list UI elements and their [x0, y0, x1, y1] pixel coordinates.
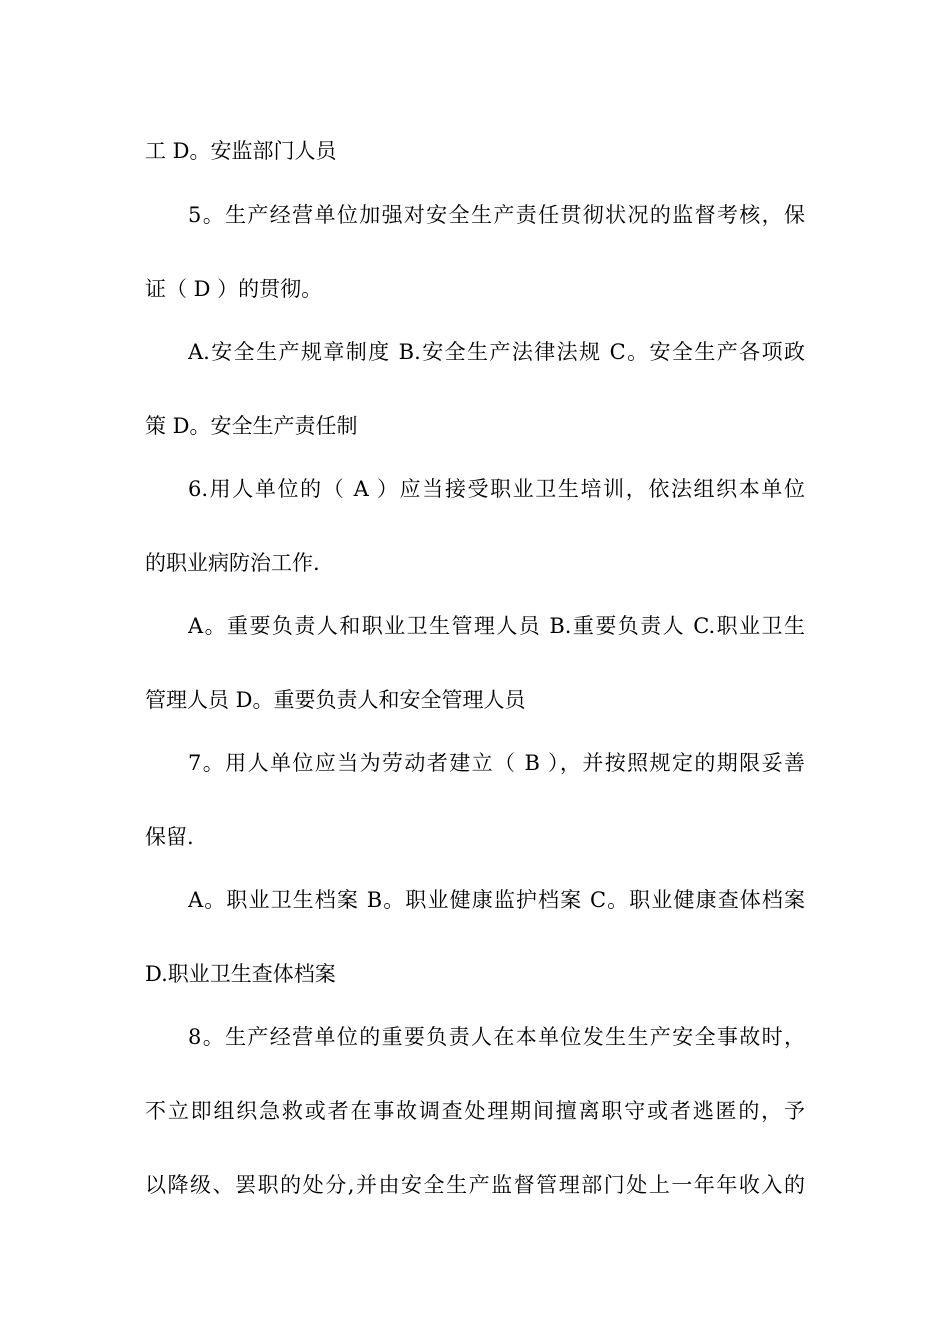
question-8-stem-line-2: 不立即组织急救或者在事故调查处理期间擅离职守或者逃匿的，予: [145, 1099, 805, 1123]
question-6-stem-line-1: 6.用人单位的（ A ）应当接受职业卫生培训，依法组织本单位: [188, 477, 805, 501]
question-5-options-line-2: 策 D。安全生产责任制: [145, 414, 358, 438]
question-7-stem-line-1: 7。用人单位应当为劳动者建立（ B ），并按照规定的期限妥善: [188, 751, 805, 775]
question-5-stem-line-1: 5。生产经营单位加强对安全生产责任贯彻状况的监督考核，保: [188, 203, 805, 227]
question-6-stem-line-2: 的职业病防治工作.: [145, 551, 320, 575]
question-8-stem-line-1: 8。生产经营单位的重要负责人在本单位发生生产安全事故时，: [188, 1025, 805, 1049]
text-line-1: 工 D。安监部门人员: [145, 139, 337, 163]
question-8-stem-line-3: 以降级、罢职的处分,并由安全生产监督管理部门处上一年年收入的: [145, 1173, 805, 1197]
question-5-options-line-1: A.安全生产规章制度 B.安全生产法律法规 C。安全生产各项政: [188, 340, 805, 364]
question-7-options-line-1: A。职业卫生档案 B。职业健康监护档案 C。职业健康查体档案: [188, 888, 805, 912]
question-6-options-line-2: 管理人员 D。重要负责人和安全管理人员: [145, 688, 526, 712]
question-7-stem-line-2: 保留.: [145, 825, 194, 849]
question-6-options-line-1: A。重要负责人和职业卫生管理人员 B.重要负责人 C.职业卫生: [188, 614, 805, 638]
question-7-options-line-2: D.职业卫生查体档案: [145, 962, 336, 986]
question-5-stem-line-2: 证（ D ）的贯彻。: [145, 277, 323, 301]
